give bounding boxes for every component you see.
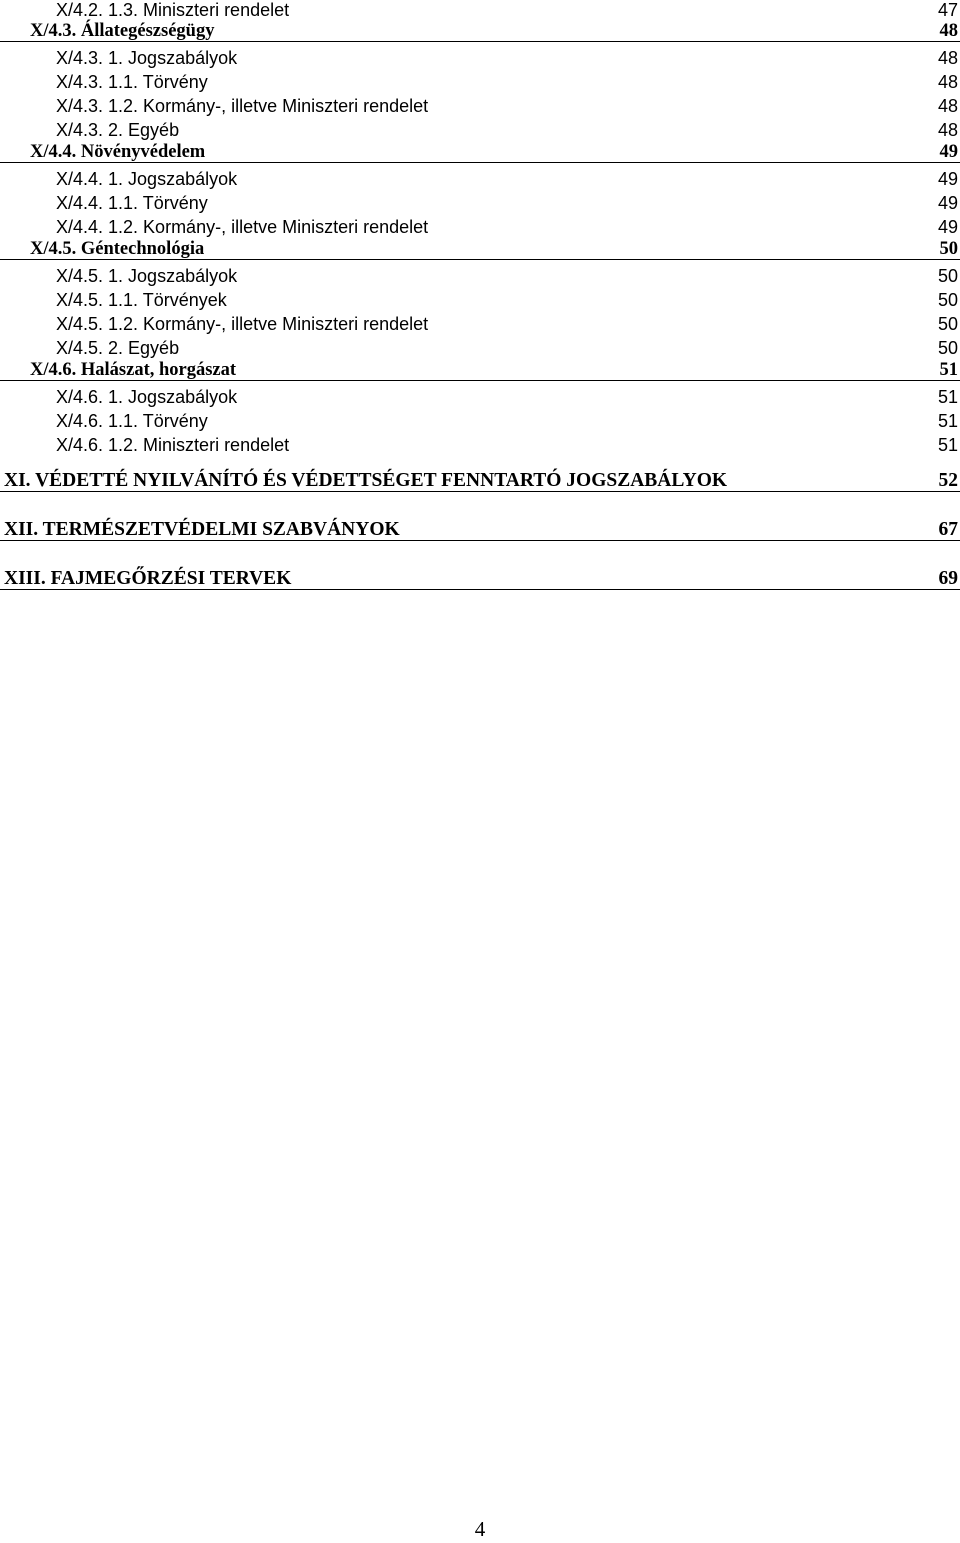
toc-entry-page: 48 [937,48,958,68]
toc-entry-label: X/4.6. 1. Jogszabályok [56,387,238,407]
toc-entry-page: 49 [937,169,958,189]
toc-entry-page: 48 [937,120,958,140]
toc-entry-label: X/4.4. 1.1. Törvény [56,193,208,213]
toc-entry[interactable] [0,286,960,310]
page-number: 4 [474,1517,486,1541]
toc-entry-label: X/4.3. 1. Jogszabályok [56,48,238,68]
toc-entry[interactable] [0,407,960,431]
toc-entry-page: 49 [937,217,958,237]
toc-chapter[interactable] [0,514,960,541]
toc-entry[interactable] [0,116,960,140]
toc-chapter-page: 52 [938,469,958,491]
toc-chapter[interactable] [0,563,960,590]
toc-entry-page: 49 [937,193,958,213]
toc-entry-label: X/4.3. Állategészségügy [30,20,215,41]
toc-entry[interactable] [0,92,960,116]
toc-chapter[interactable] [0,465,960,492]
toc-entry-page: 51 [937,411,958,431]
toc-entry-page: 50 [937,338,958,358]
toc-entry-page: 48 [937,72,958,92]
toc-entry-label: X/4.3. 2. Egyéb [56,120,180,140]
toc-entry[interactable] [0,213,960,237]
toc-entry-page: 50 [937,290,958,310]
toc-entry[interactable] [0,356,960,381]
toc-entry-page: 50 [937,266,958,286]
toc-entry[interactable] [0,310,960,334]
toc-entry-page: 48 [937,96,958,116]
toc-entry-page: 48 [939,20,958,41]
toc-entry-label: X/4.5. 1.1. Törvények [56,290,227,310]
toc-chapter-label: XIII. FAJMEGŐRZÉSI TERVEK [4,567,292,589]
toc-entry[interactable] [0,235,960,260]
toc-entry-label: X/4.4. Növényvédelem [30,141,206,162]
toc-entry[interactable] [0,44,960,68]
toc-entry[interactable] [0,17,960,42]
toc-entry-label: X/4.4. 1. Jogszabályok [56,169,238,189]
toc-entry-label: X/4.5. Géntechnológia [30,238,205,259]
toc-entry[interactable] [0,189,960,213]
toc-entry-label: X/4.5. 1. Jogszabályok [56,266,238,286]
toc-entry-page: 51 [937,435,958,455]
toc-entry-label: X/4.3. 1.1. Törvény [56,72,208,92]
toc-entry[interactable] [0,68,960,92]
toc-entry-label: X/4.4. 1.2. Kormány-, illetve Miniszteri rendelet [56,217,429,237]
toc-entry[interactable] [0,431,960,455]
toc-entry-page: 49 [939,141,958,162]
toc-entry-label: X/4.6. 1.2. Miniszteri rendelet [56,435,290,455]
toc-chapter-label: XII. TERMÉSZETVÉDELMI SZABVÁNYOK [4,518,400,540]
toc-entry-page: 51 [937,387,958,407]
toc-entry[interactable] [0,383,960,407]
toc-entry[interactable] [0,262,960,286]
toc-entry-page: 47 [937,0,958,20]
toc-entry-page: 51 [939,359,958,380]
toc-entry-page: 50 [937,314,958,334]
toc-entry[interactable] [0,165,960,189]
toc-entry-label: X/4.5. 2. Egyéb [56,338,180,358]
toc-entry-page: 50 [939,238,958,259]
toc-chapter-page: 69 [938,567,958,589]
toc-entry-label: X/4.2. 1.3. Miniszteri rendelet [56,0,290,20]
toc-chapter-page: 67 [938,518,958,540]
toc-entry-label: X/4.5. 1.2. Kormány-, illetve Miniszteri rendelet [56,314,429,334]
toc-entry-label: X/4.6. Halászat, horgászat [30,359,237,380]
toc-entry[interactable] [0,334,960,358]
toc-chapter-label: XI. VÉDETTÉ NYILVÁNÍTÓ ÉS VÉDETTSÉGET FENNTARTÓ JOGSZABÁLYOK [4,469,728,491]
toc-entry[interactable] [0,138,960,163]
toc-entry-label: X/4.6. 1.1. Törvény [56,411,208,431]
toc-entry-label: X/4.3. 1.2. Kormány-, illetve Miniszteri rendelet [56,96,429,116]
